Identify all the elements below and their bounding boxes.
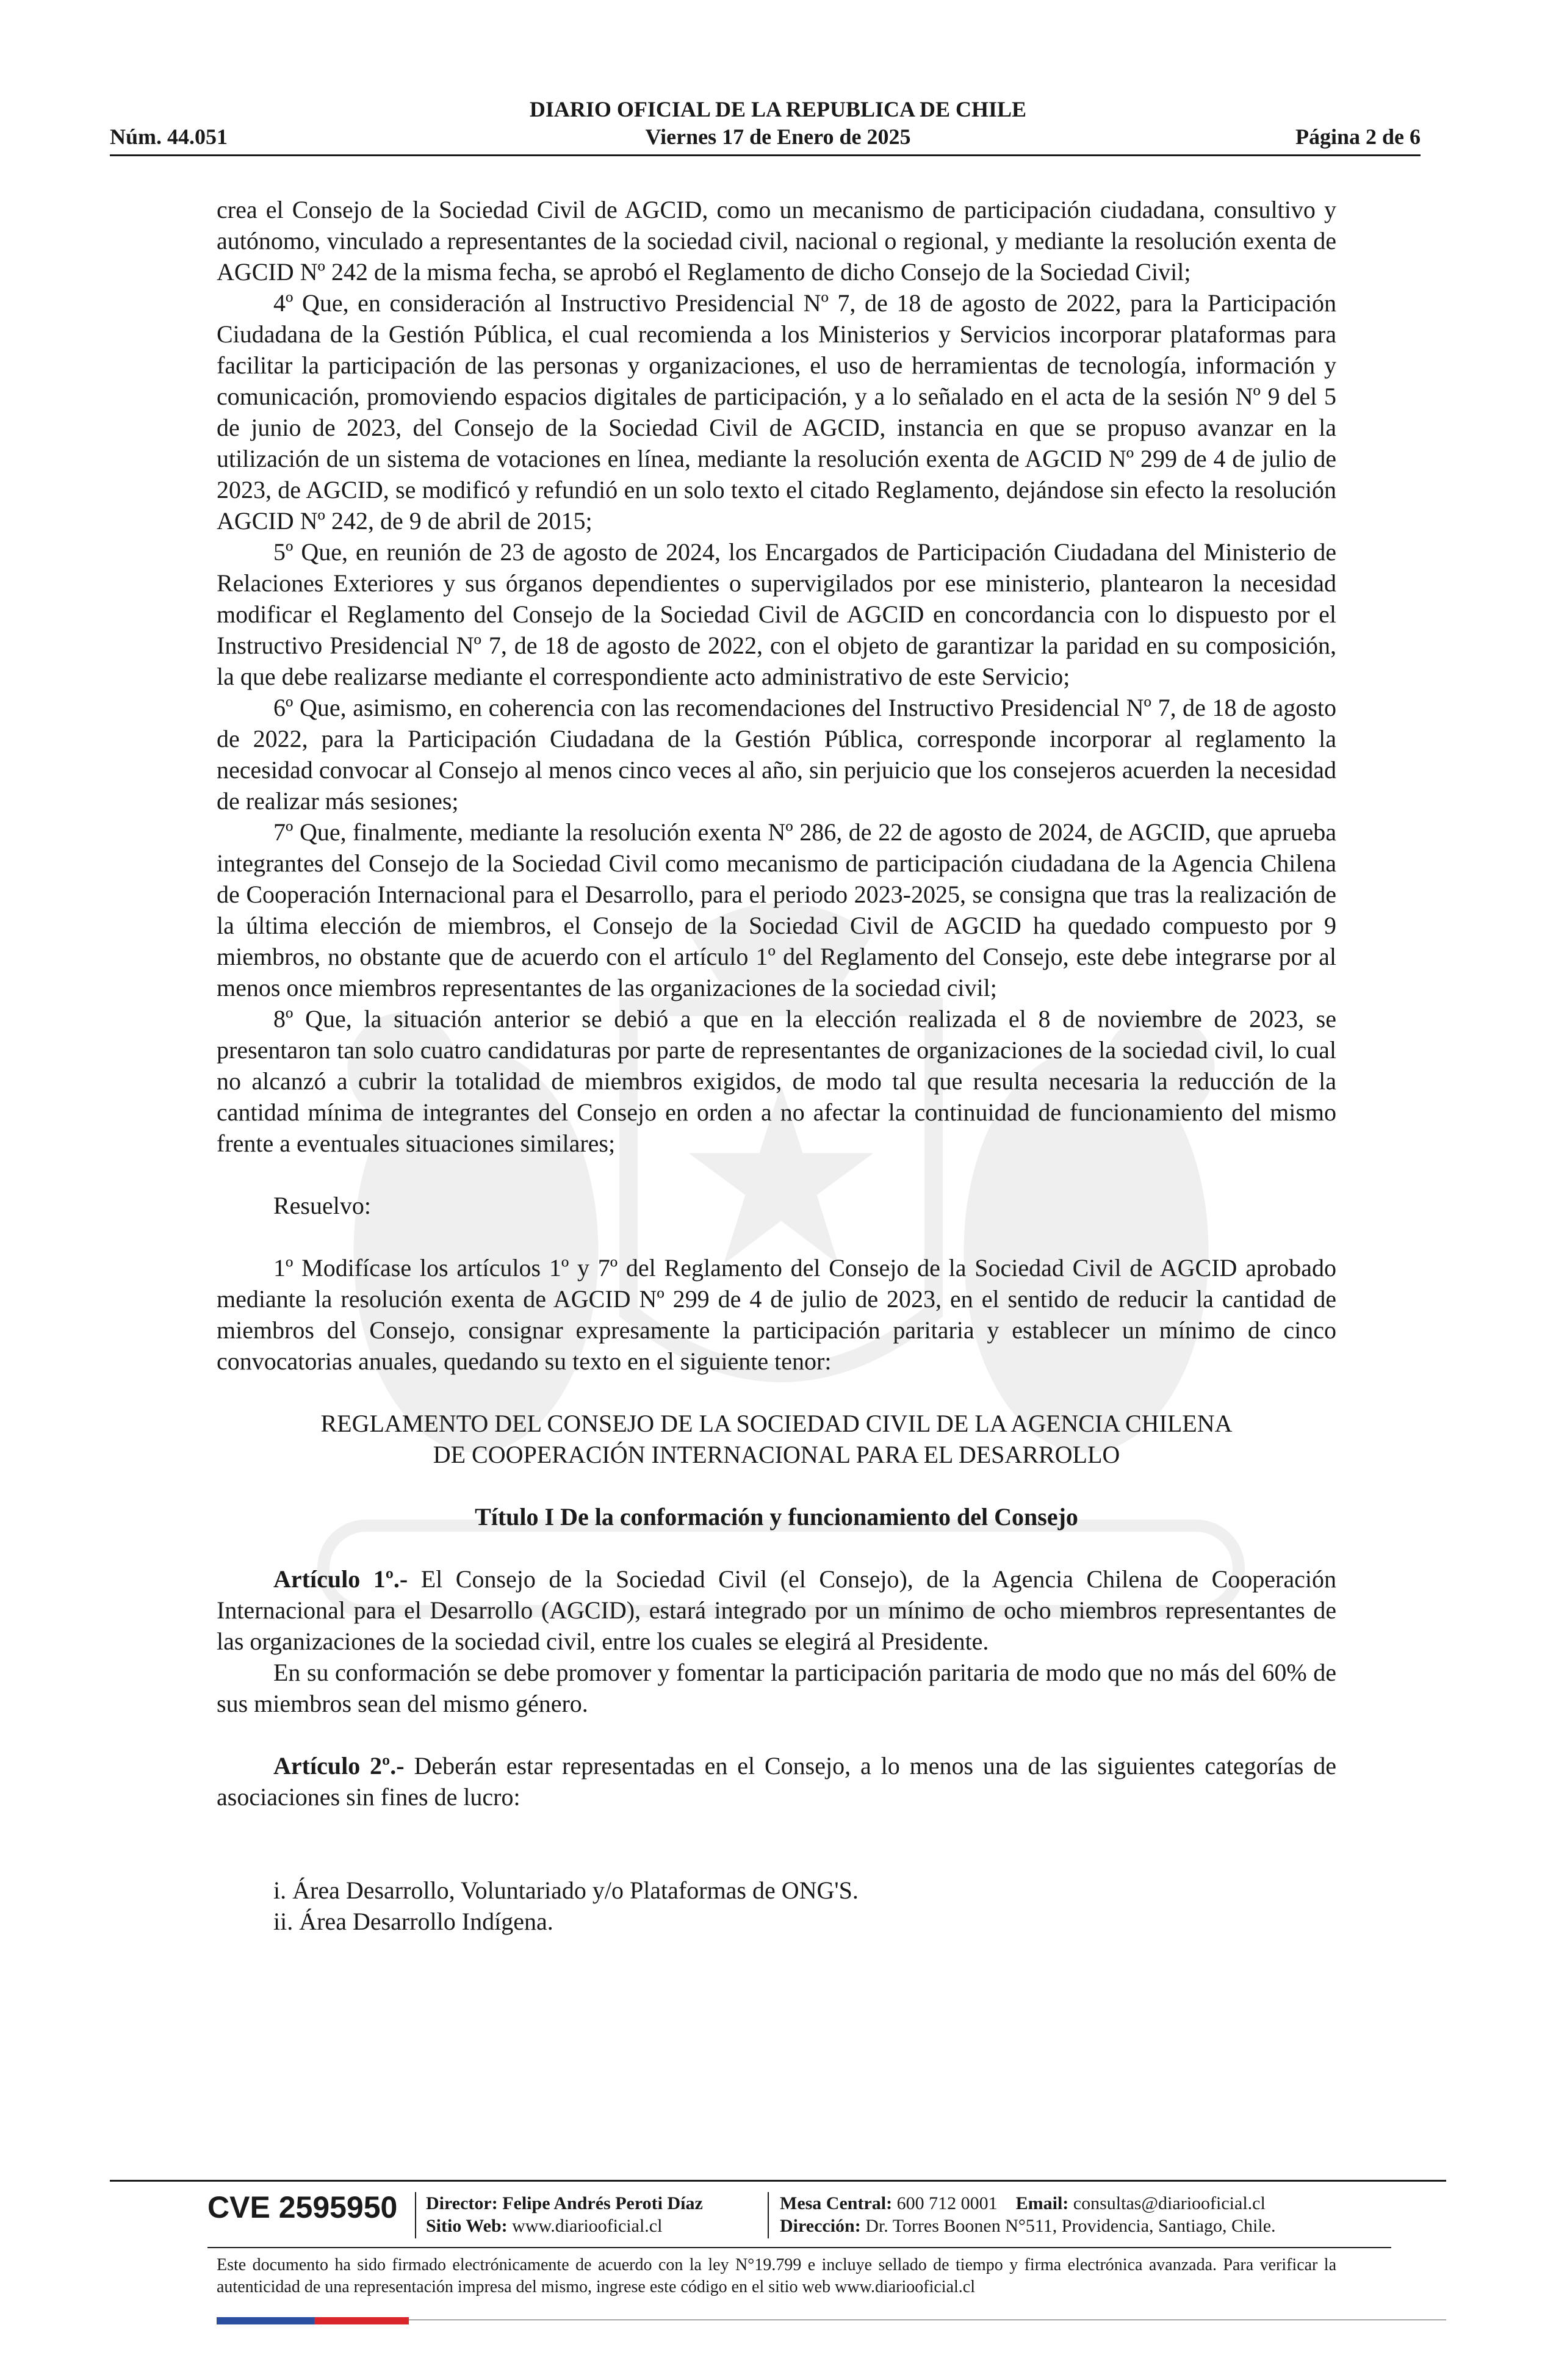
email-label: Email: — [1015, 2193, 1069, 2213]
article-1-paragraph-2: En su conformación se debe promover y fomentar la participación paritaria de modo que no más del 60% de sus miembros sean del mismo género. — [217, 1659, 1336, 1717]
title-i-heading: Título I De la conformación y funcionamiento del Consejo — [475, 1503, 1078, 1531]
footer-separator — [415, 2192, 416, 2238]
article-2 — [217, 1750, 1336, 1812]
footer-separator — [768, 2192, 769, 2238]
website-link[interactable]: www.diariooficial.cl — [512, 2216, 663, 2236]
publication-date: Viernes 17 de Enero de 2025 — [645, 124, 911, 149]
address-value: Dr. Torres Boonen N°511, Providencia, Santiago, Chile. — [865, 2216, 1276, 2236]
resolution-1: 1º Modifícase los artículos 1º y 7º del Reglamento del Consejo de la Sociedad Civil de AGCID aprobado mediante la resolución exenta de AGCID Nº 299 de 4 de julio de 2023, en el sentido de reducir la cantidad de miembros del Consejo, consignar expresamente la participación paritaria y establecer un mínimo de cinco convocatorias anuales, quedando su texto en el siguiente tenor: — [217, 1254, 1336, 1375]
director-name: Felipe Andrés Peroti Díaz — [502, 2193, 703, 2213]
article-2-text: Deberán estar representadas en el Consejo, a lo menos una de las siguientes categorías de asociaciones sin fines de lucro: — [217, 1752, 1336, 1811]
footer-divider — [110, 2180, 1446, 2182]
legal-notice: Este documento ha sido firmado electrónicamente de acuerdo con la ley N°19.799 e incluye sellado de tiempo y firma electrónica avanzada. Para verificar la autenticidad de una representación impresa del mismo, ingrese este código en el sitio web www.diariooficial.cl — [217, 2256, 1336, 2296]
footer-contact-block — [780, 2192, 1276, 2237]
paragraph-1: crea el Consejo de la Sociedad Civil de AGCID, como un mecanismo de participación ciudadana, consultivo y autónomo, vinculado a representantes de la sociedad civil, nacional o regional, y mediante la resolución exenta de AGCID Nº 242 de la misma fecha, se aprobó el Reglamento de dicho Consejo de la Sociedad Civil; — [217, 196, 1336, 286]
address-label: Dirección: — [780, 2216, 861, 2236]
flag-stripe-blue — [217, 2317, 314, 2324]
paragraph-7: 7º Que, finalmente, mediante la resolución exenta Nº 286, de 22 de agosto de 2024, de AGCID, que aprueba integrantes del Consejo de la Sociedad Civil como mecanismo de participación ciudadana de la Agencia Chilena de Cooperación Internacional para el Desarrollo, para el periodo 2023-2025, se consigna que tras la realización de la última elección de miembros, el Consejo de la Sociedad Civil de AGCID ha quedado compuesto por 9 miembros, no obstante que de acuerdo con el artículo 1º del Reglamento del Consejo, este debe integrarse por al menos once miembros representantes de las organizaciones de la sociedad civil; — [217, 818, 1336, 1001]
page-indicator: Página 2 de 6 — [1295, 124, 1421, 149]
paragraph-6: 6º Que, asimismo, en coherencia con las recomendaciones del Instructivo Presidencial Nº 7, de 18 de agosto de 2022, para la Participación Ciudadana de la Gestión Pública, corresponde incorporar al reglamento la necesidad convocar al Consejo al menos cinco veces al año, sin perjuicio que los consejeros acuerden la necesidad de realizar más sesiones; — [217, 694, 1336, 815]
regulation-title-line-2: DE COOPERACIÓN INTERNACIONAL PARA EL DESARROLLO — [433, 1441, 1120, 1468]
email-link[interactable]: consultas@diariooficial.cl — [1073, 2193, 1266, 2213]
article-2-label: Artículo 2º.- — [273, 1752, 405, 1780]
publication-title: DIARIO OFICIAL DE LA REPUBLICA DE CHILE — [529, 97, 1027, 121]
list-item: ii. Área Desarrollo Indígena. — [273, 1908, 553, 1935]
paragraph-5: 5º Que, en reunión de 23 de agosto de 2024, los Encargados de Participación Ciudadana del Ministerio de Relaciones Exteriores y sus órganos dependientes o supervigilados por ese ministerio, plantearon la necesidad modificar el Reglamento del Consejo de la Sociedad Civil de AGCID en concordancia con lo dispuesto por el Instructivo Presidencial Nº 7, de 18 de agosto de 2022, con el objeto de garantizar la paridad en su composición, la que debe realizarse mediante el correspondiente acto administrativo de este Servicio; — [217, 538, 1336, 690]
resuelvo-heading: Resuelvo: — [273, 1192, 371, 1219]
paragraph-8: 8º Que, la situación anterior se debió a que en la elección realizada el 8 de noviembre de 2023, se presentaron tan solo cuatro candidaturas por parte de representantes de organizaciones de la sociedad civil, lo cual no alcanzó a cubrir la totalidad de miembros exigidos, de modo tal que resulta necesaria la reducción de la cantidad mínima de integrantes del Consejo en orden a no afectar la continuidad de funcionamiento del mismo frente a eventuales situaciones similares; — [217, 1005, 1336, 1157]
issue-number: Núm. 44.051 — [110, 124, 228, 149]
paragraph-4: 4º Que, en consideración al Instructivo Presidencial Nº 7, de 18 de agosto de 2022, para la Participación Ciudadana de la Gestión Pública, el cual recomienda a los Ministerios y Servicios incorporar plataformas para facilitar la participación de las personas y organizaciones, el uso de herramientas de tecnología, información y comunicación, promoviendo espacios digitales de participación, y a lo señalado en el acta de la sesión Nº 9 del 5 de junio de 2023, del Consejo de la Sociedad Civil de AGCID, instancia en que se propuso avanzar en la utilización de un sistema de votaciones en línea, mediante la resolución exenta de AGCID Nº 299 de 4 de julio de 2023, de AGCID, se modificó y refundió en un solo texto el citado Reglamento, dejándose sin efecto la resolución AGCID Nº 242, de 9 de abril de 2015; — [217, 289, 1336, 535]
mesa-central-phone: 600 712 0001 — [896, 2193, 998, 2213]
director-label: Director: — [426, 2193, 498, 2213]
regulation-title-line-1: REGLAMENTO DEL CONSEJO DE LA SOCIEDAD CIVIL DE LA AGENCIA CHILENA — [320, 1410, 1233, 1437]
article-1-text: El Consejo de la Sociedad Civil (el Consejo), de la Agencia Chilena de Cooperación Internacional para el Desarrollo (AGCID), estará integrado por un mínimo de ocho miembros representantes de las organizaciones de la sociedad civil, entre los cuales se elegirá al Presidente. — [217, 1565, 1336, 1655]
cve-code: CVE 2595950 — [207, 2190, 398, 2224]
list-item: i. Área Desarrollo, Voluntariado y/o Plataformas de ONG'S. — [273, 1877, 859, 1904]
article-1-label: Artículo 1º.- — [273, 1565, 408, 1593]
website-label: Sitio Web: — [426, 2216, 508, 2236]
footer-divider-2 — [207, 2247, 1391, 2248]
article-1 — [217, 1563, 1336, 1657]
header-divider — [110, 154, 1421, 156]
mesa-central-label: Mesa Central: — [780, 2193, 893, 2213]
footer-director-block — [426, 2192, 703, 2237]
document-body — [217, 194, 1336, 1937]
flag-stripe-red — [314, 2317, 409, 2324]
